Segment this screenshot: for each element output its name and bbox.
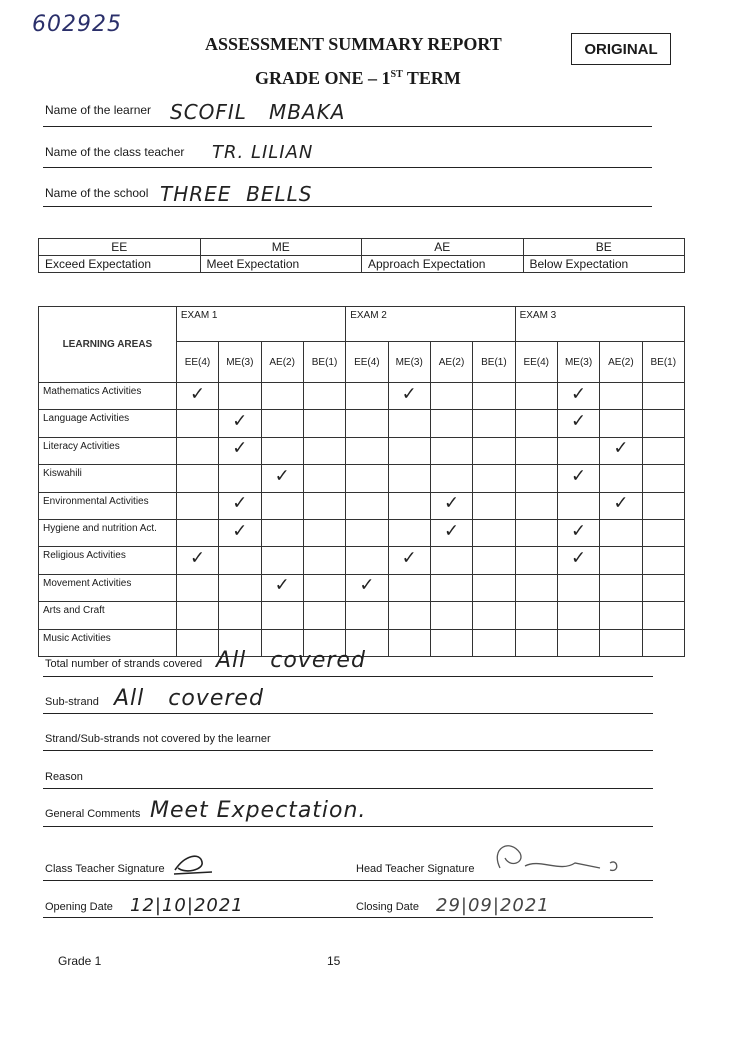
grade-cell <box>219 465 261 492</box>
learner-value: SCOFIL MBAKA <box>170 100 346 124</box>
opening-date-value: 12|10|2021 <box>130 895 244 916</box>
level-header: ME(3) <box>557 342 599 383</box>
grade-cell <box>642 410 684 437</box>
level-header: ME(3) <box>219 342 261 383</box>
level-header: EE(4) <box>515 342 557 383</box>
original-stamp <box>571 33 671 65</box>
grade-cell <box>473 492 515 519</box>
grade-cell <box>261 492 303 519</box>
grade-cell <box>219 410 261 437</box>
grade-cell <box>388 519 430 546</box>
grade-cell <box>473 602 515 629</box>
substrand-line <box>43 713 653 714</box>
grade-cell <box>515 465 557 492</box>
grade-cell <box>346 465 388 492</box>
grade-cell <box>515 383 557 410</box>
key-code: AE <box>362 239 524 256</box>
expectation-key <box>38 238 685 273</box>
exam-header-row <box>39 307 685 342</box>
grade-cell <box>642 519 684 546</box>
tick-mark: ✓ <box>571 547 587 569</box>
learner-label: Name of the learner <box>45 103 152 117</box>
grade-cell <box>219 492 261 519</box>
grade-cell <box>388 465 430 492</box>
grade-cell <box>515 519 557 546</box>
grade-cell <box>557 519 599 546</box>
footer-grade: Grade 1 <box>58 954 102 968</box>
grade-cell <box>346 492 388 519</box>
not-covered-label: Strand/Sub-strands not covered by the learner <box>45 733 271 745</box>
comments-label: General Comments <box>45 808 141 820</box>
grade-cell <box>261 465 303 492</box>
tick-mark: ✓ <box>444 492 460 514</box>
grade-cell <box>261 410 303 437</box>
grade-cell <box>642 629 684 656</box>
subtitle-sup: ST <box>390 69 403 80</box>
table-row <box>39 574 685 601</box>
footer-page-number: 15 <box>327 954 341 968</box>
grade-cell <box>430 492 472 519</box>
grade-cell <box>557 574 599 601</box>
grade-cell <box>557 465 599 492</box>
grade-cell <box>600 574 642 601</box>
grade-cell <box>600 519 642 546</box>
learning-area: Music Activities <box>39 629 177 656</box>
tick-mark: ✓ <box>232 492 248 514</box>
grade-cell <box>557 629 599 656</box>
grade-cell <box>473 383 515 410</box>
date-line <box>43 917 653 918</box>
level-header: AE(2) <box>261 342 303 383</box>
learning-area: Literacy Activities <box>39 437 177 464</box>
reason-label: Reason <box>45 771 83 783</box>
grade-cell <box>515 574 557 601</box>
grade-cell <box>176 492 218 519</box>
key-desc-row <box>39 256 685 273</box>
grade-cell <box>600 629 642 656</box>
key-desc: Below Expectation <box>523 256 685 273</box>
class-signature-label: Class Teacher Signature <box>45 863 165 875</box>
opening-date-label: Opening Date <box>45 901 113 913</box>
grade-cell <box>346 437 388 464</box>
strands-label: Total number of strands covered <box>45 658 203 670</box>
grade-cell <box>473 519 515 546</box>
signature-line <box>43 880 653 881</box>
grade-cell <box>642 492 684 519</box>
grade-cell <box>176 602 218 629</box>
grade-cell <box>303 465 345 492</box>
learning-area: Religious Activities <box>39 547 177 574</box>
areas-header: LEARNING AREAS <box>39 307 177 383</box>
comments-line <box>43 826 653 827</box>
grid-body <box>39 383 685 657</box>
tick-mark: ✓ <box>189 383 206 405</box>
grade-cell <box>642 465 684 492</box>
level-header: AE(2) <box>600 342 642 383</box>
tick-mark: ✓ <box>613 492 629 514</box>
tick-mark: ✓ <box>401 547 417 569</box>
grade-cell <box>515 602 557 629</box>
grade-cell <box>346 547 388 574</box>
learning-area: Language Activities <box>39 410 177 437</box>
learning-area: Mathematics Activities <box>39 383 177 410</box>
school-line <box>43 206 652 207</box>
grade-cell <box>176 383 218 410</box>
grade-cell <box>219 574 261 601</box>
learning-area: Movement Activities <box>39 574 177 601</box>
key-code: ME <box>200 239 362 256</box>
reason-line <box>43 788 653 789</box>
grade-cell <box>176 547 218 574</box>
grade-cell <box>388 547 430 574</box>
exam-header: EXAM 3 <box>515 307 684 342</box>
grade-cell <box>346 602 388 629</box>
grade-cell <box>176 410 218 437</box>
teacher-value: TR. LILIAN <box>212 142 314 163</box>
grade-cell <box>430 547 472 574</box>
grade-cell <box>303 519 345 546</box>
grade-cell <box>515 437 557 464</box>
grade-cell <box>557 547 599 574</box>
key-code: BE <box>523 239 685 256</box>
grade-cell <box>473 465 515 492</box>
grade-cell <box>642 547 684 574</box>
grade-cell <box>600 492 642 519</box>
learning-area: Environmental Activities <box>39 492 177 519</box>
grade-cell <box>219 437 261 464</box>
grade-cell <box>261 519 303 546</box>
grade-cell <box>430 602 472 629</box>
grade-cell <box>642 574 684 601</box>
grade-cell <box>600 410 642 437</box>
school-value: THREE BELLS <box>160 182 313 206</box>
grade-cell <box>219 547 261 574</box>
grade-cell <box>261 437 303 464</box>
key-desc: Approach Expectation <box>362 256 524 273</box>
tick-mark: ✓ <box>401 383 417 405</box>
grade-cell <box>515 410 557 437</box>
grade-cell <box>388 437 430 464</box>
grade-cell <box>303 574 345 601</box>
grade-cell <box>600 383 642 410</box>
exam-header: EXAM 1 <box>176 307 345 342</box>
substrand-value: All covered <box>114 686 264 711</box>
grade-cell <box>642 383 684 410</box>
grade-cell <box>557 410 599 437</box>
grade-cell <box>600 465 642 492</box>
subtitle-suffix: TERM <box>402 68 461 88</box>
grade-cell <box>473 410 515 437</box>
grade-cell <box>600 547 642 574</box>
substrand-label: Sub-strand <box>45 696 99 708</box>
grade-cell <box>557 602 599 629</box>
closing-date-value: 29|09|2021 <box>436 895 550 916</box>
grade-cell <box>176 574 218 601</box>
grade-cell <box>515 547 557 574</box>
grade-cell <box>261 383 303 410</box>
grade-cell <box>346 383 388 410</box>
grade-cell <box>176 629 218 656</box>
learning-area: Kiswahili <box>39 465 177 492</box>
grade-cell <box>303 602 345 629</box>
table-row <box>39 492 685 519</box>
grade-cell <box>430 574 472 601</box>
closing-date-label: Closing Date <box>356 901 419 913</box>
table-row <box>39 437 685 464</box>
tick-mark: ✓ <box>571 520 587 541</box>
strands-line <box>43 676 653 677</box>
level-header: ME(3) <box>388 342 430 383</box>
teacher-label: Name of the class teacher <box>45 145 185 159</box>
grade-cell <box>388 383 430 410</box>
grade-cell <box>430 437 472 464</box>
tick-mark: ✓ <box>444 520 460 541</box>
class-teacher-signature <box>170 850 220 880</box>
grade-cell <box>642 437 684 464</box>
key-desc: Meet Expectation <box>200 256 362 273</box>
key-codes-row <box>39 239 685 256</box>
strands-value: All covered <box>216 648 366 673</box>
grade-cell <box>261 602 303 629</box>
grade-cell <box>303 410 345 437</box>
assessment-grid <box>38 306 685 657</box>
grade-cell <box>303 383 345 410</box>
grade-cell <box>388 492 430 519</box>
grade-cell <box>219 383 261 410</box>
tick-mark: ✓ <box>232 437 248 459</box>
grade-cell <box>176 465 218 492</box>
grade-cell <box>388 629 430 656</box>
grade-cell <box>515 492 557 519</box>
tick-mark: ✓ <box>189 547 206 569</box>
key-desc: Exceed Expectation <box>39 256 201 273</box>
grade-cell <box>600 437 642 464</box>
grade-cell <box>642 602 684 629</box>
grade-cell <box>557 437 599 464</box>
table-row <box>39 383 685 410</box>
grade-cell <box>219 519 261 546</box>
table-row <box>39 519 685 546</box>
grade-cell <box>473 547 515 574</box>
grade-cell <box>515 629 557 656</box>
tick-mark: ✓ <box>274 574 290 596</box>
table-row <box>39 410 685 437</box>
grade-cell <box>303 437 345 464</box>
level-header: BE(1) <box>473 342 515 383</box>
head-signature-label: Head Teacher Signature <box>356 863 475 875</box>
tick-mark: ✓ <box>359 574 375 596</box>
report-title: ASSESSMENT SUMMARY REPORT <box>205 34 502 54</box>
grade-cell <box>430 383 472 410</box>
learner-line <box>43 126 652 127</box>
table-row <box>39 547 685 574</box>
grade-cell <box>600 602 642 629</box>
grade-cell <box>261 547 303 574</box>
grade-cell <box>473 437 515 464</box>
grade-cell <box>430 465 472 492</box>
subtitle-prefix: GRADE ONE – 1 <box>255 68 391 88</box>
school-label: Name of the school <box>45 186 149 200</box>
report-subtitle <box>255 68 461 89</box>
table-row <box>39 602 685 629</box>
grade-cell <box>176 437 218 464</box>
level-header: AE(2) <box>430 342 472 383</box>
tick-mark: ✓ <box>571 410 587 432</box>
grade-cell <box>176 519 218 546</box>
teacher-line <box>43 167 652 168</box>
grade-cell <box>473 574 515 601</box>
key-code: EE <box>39 239 201 256</box>
grade-cell <box>557 383 599 410</box>
tick-mark: ✓ <box>571 465 587 487</box>
document-number: 602925 <box>32 12 122 37</box>
not-covered-line <box>43 750 653 751</box>
exam-header: EXAM 2 <box>346 307 515 342</box>
grade-cell <box>473 629 515 656</box>
grade-cell <box>388 574 430 601</box>
tick-mark: ✓ <box>274 465 290 487</box>
grade-cell <box>303 547 345 574</box>
grade-cell <box>346 574 388 601</box>
level-header: EE(4) <box>176 342 218 383</box>
tick-mark: ✓ <box>571 383 587 405</box>
grade-cell <box>557 492 599 519</box>
grade-cell <box>346 519 388 546</box>
comments-value: Meet Expectation. <box>150 798 367 823</box>
level-header: EE(4) <box>346 342 388 383</box>
table-row <box>39 465 685 492</box>
grade-cell <box>430 629 472 656</box>
level-header: BE(1) <box>303 342 345 383</box>
grade-cell <box>303 492 345 519</box>
grade-cell <box>388 602 430 629</box>
tick-mark: ✓ <box>613 437 629 459</box>
tick-mark: ✓ <box>232 410 248 432</box>
tick-mark: ✓ <box>232 520 248 541</box>
learning-area: Arts and Craft <box>39 602 177 629</box>
original-stamp-text: ORIGINAL <box>584 40 658 58</box>
learning-area: Hygiene and nutrition Act. <box>39 519 177 546</box>
grade-cell <box>430 519 472 546</box>
level-header: BE(1) <box>642 342 684 383</box>
grade-cell <box>261 574 303 601</box>
grade-cell <box>430 410 472 437</box>
grade-cell <box>346 410 388 437</box>
grade-cell <box>388 410 430 437</box>
grade-cell <box>219 602 261 629</box>
